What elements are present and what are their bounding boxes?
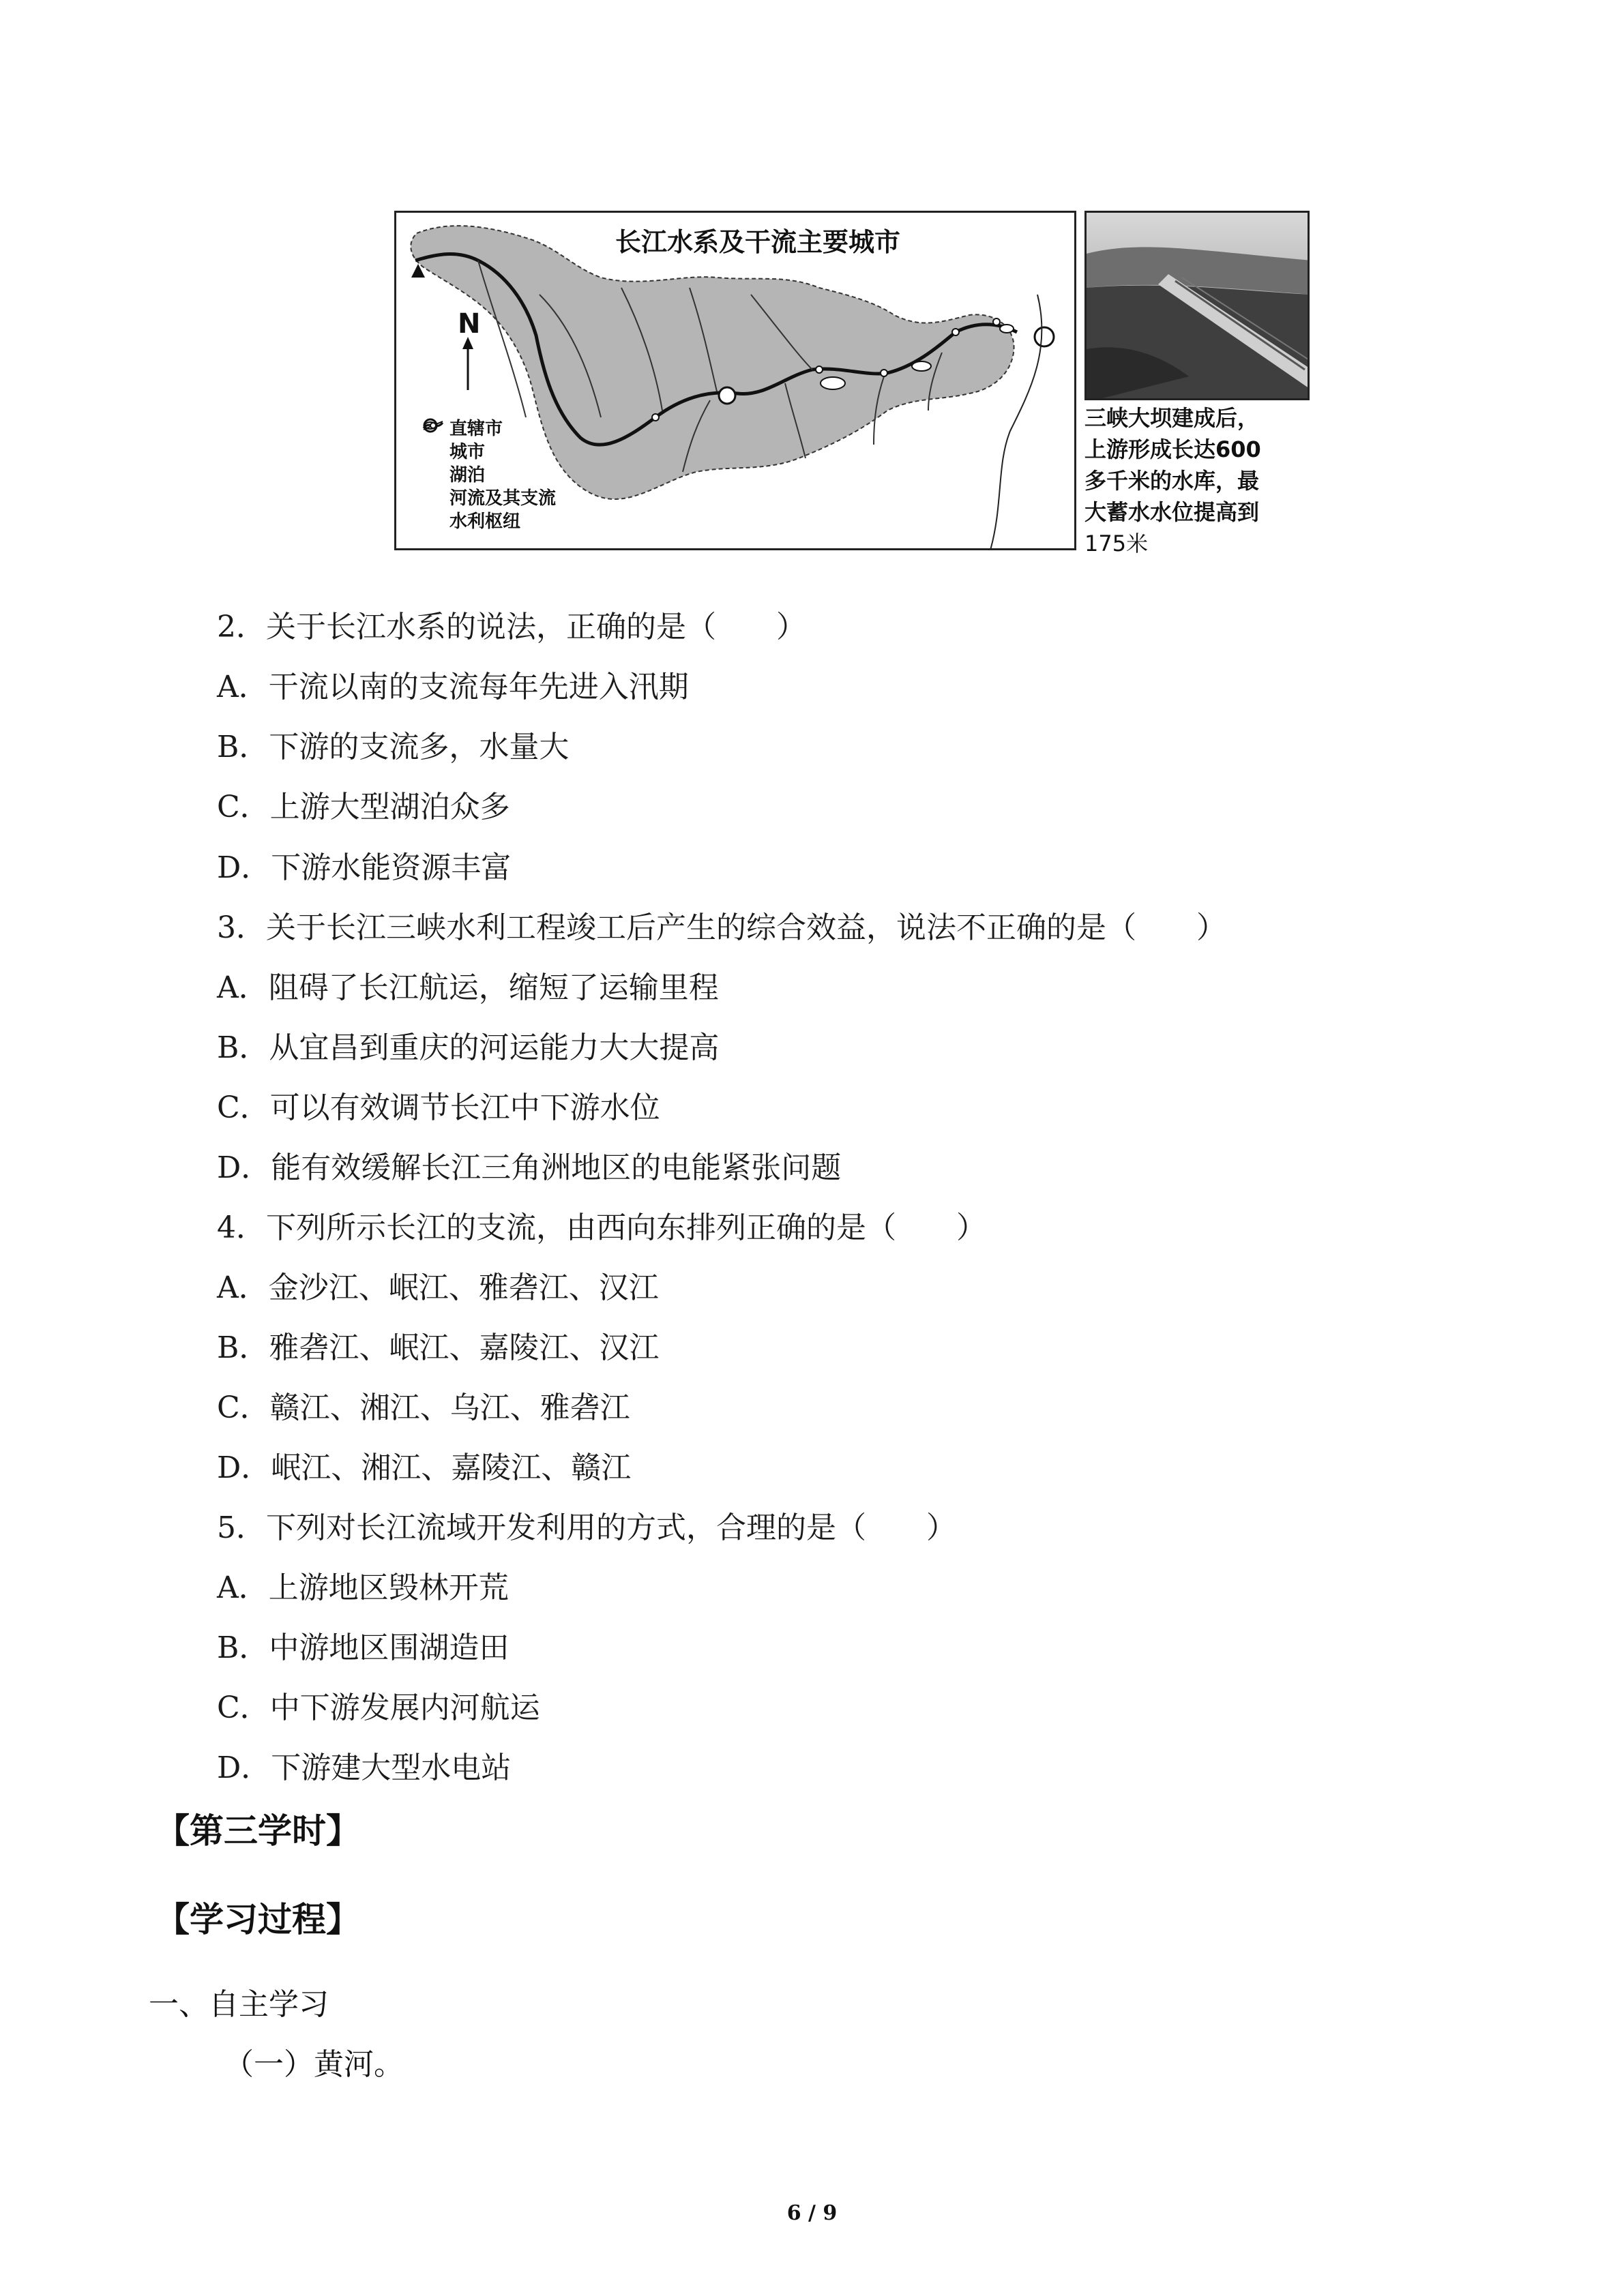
heading-learning-process: 【学习过程】: [156, 1900, 360, 1939]
option-d: D．岷江、湘江、嘉陵江、赣江: [217, 1450, 632, 1485]
legend-label: 湖泊: [449, 465, 486, 486]
legend-item: [422, 441, 556, 464]
option-c: C．赣江、湘江、乌江、雅砻江: [217, 1390, 630, 1425]
question-stem: 4．下列所示长江的支流，由西向东排列正确的是（ ）: [217, 1210, 986, 1245]
option-d: D．下游水能资源丰富: [217, 850, 512, 885]
map-legend: [422, 417, 556, 533]
legend-label: 河流及其支流: [449, 488, 557, 509]
subsection-title: （一）黄河。: [224, 2047, 404, 2082]
legend-item: [422, 487, 556, 510]
option-a: A．上游地区毁林开荒: [217, 1570, 509, 1605]
option-c: C．上游大型湖泊众多: [217, 790, 510, 824]
photo-caption: [1084, 402, 1323, 559]
section-title: 一、自主学习: [149, 1987, 329, 2022]
option-b: B．中游地区围湖造田: [217, 1630, 510, 1665]
yangtze-river-map: [394, 211, 1076, 550]
caption-line: 175米: [1084, 531, 1149, 556]
option-c: C．中下游发展内河航运: [217, 1690, 540, 1725]
caption-line: 大蓄水水位提高到: [1084, 499, 1260, 525]
option-b: B．雅砻江、岷江、嘉陵江、汉江: [217, 1330, 660, 1365]
option-d: D．下游建大型水电站: [217, 1750, 512, 1785]
option-a: A．干流以南的支流每年先进入汛期: [217, 670, 689, 704]
north-label: N: [458, 308, 481, 340]
option-c: C．可以有效调节长江中下游水位: [217, 1090, 660, 1125]
caption-line: 三峡大坝建成后，: [1084, 405, 1260, 431]
question-stem: 5．下列对长江流域开发利用的方式，合理的是（ ）: [217, 1510, 956, 1545]
option-a: A．金沙江、岷江、雅砻江、汉江: [217, 1270, 659, 1305]
legend-label: 直辖市: [449, 419, 503, 439]
map-title: 长江水系及干流主要城市: [615, 227, 900, 257]
question-stem: 2．关于长江水系的说法，正确的是（ ）: [217, 610, 806, 644]
option-a: A．阻碍了长江航运，缩短了运输里程: [217, 970, 719, 1005]
option-b: B．从宜昌到重庆的河运能力大大提高: [217, 1030, 720, 1065]
legend-item: [422, 510, 556, 533]
heading-third-period: 【第三学时】: [156, 1811, 360, 1851]
caption-line: 多千米的水库，最: [1084, 468, 1260, 494]
question-stem: 3．关于长江三峡水利工程竣工后产生的综合效益，说法不正确的是（ ）: [217, 910, 1226, 945]
legend-label: 城市: [449, 442, 486, 462]
option-b: B．下游的支流多，水量大: [217, 730, 570, 764]
legend-item: [422, 464, 556, 487]
option-d: D．能有效缓解长江三角洲地区的电能紧张问题: [217, 1150, 842, 1185]
legend-label: 水利枢纽: [449, 511, 521, 532]
page-number: 6 / 9: [786, 2201, 838, 2225]
caption-line: 上游形成长达600: [1084, 436, 1261, 462]
three-gorges-dam-photo: [1084, 211, 1310, 400]
